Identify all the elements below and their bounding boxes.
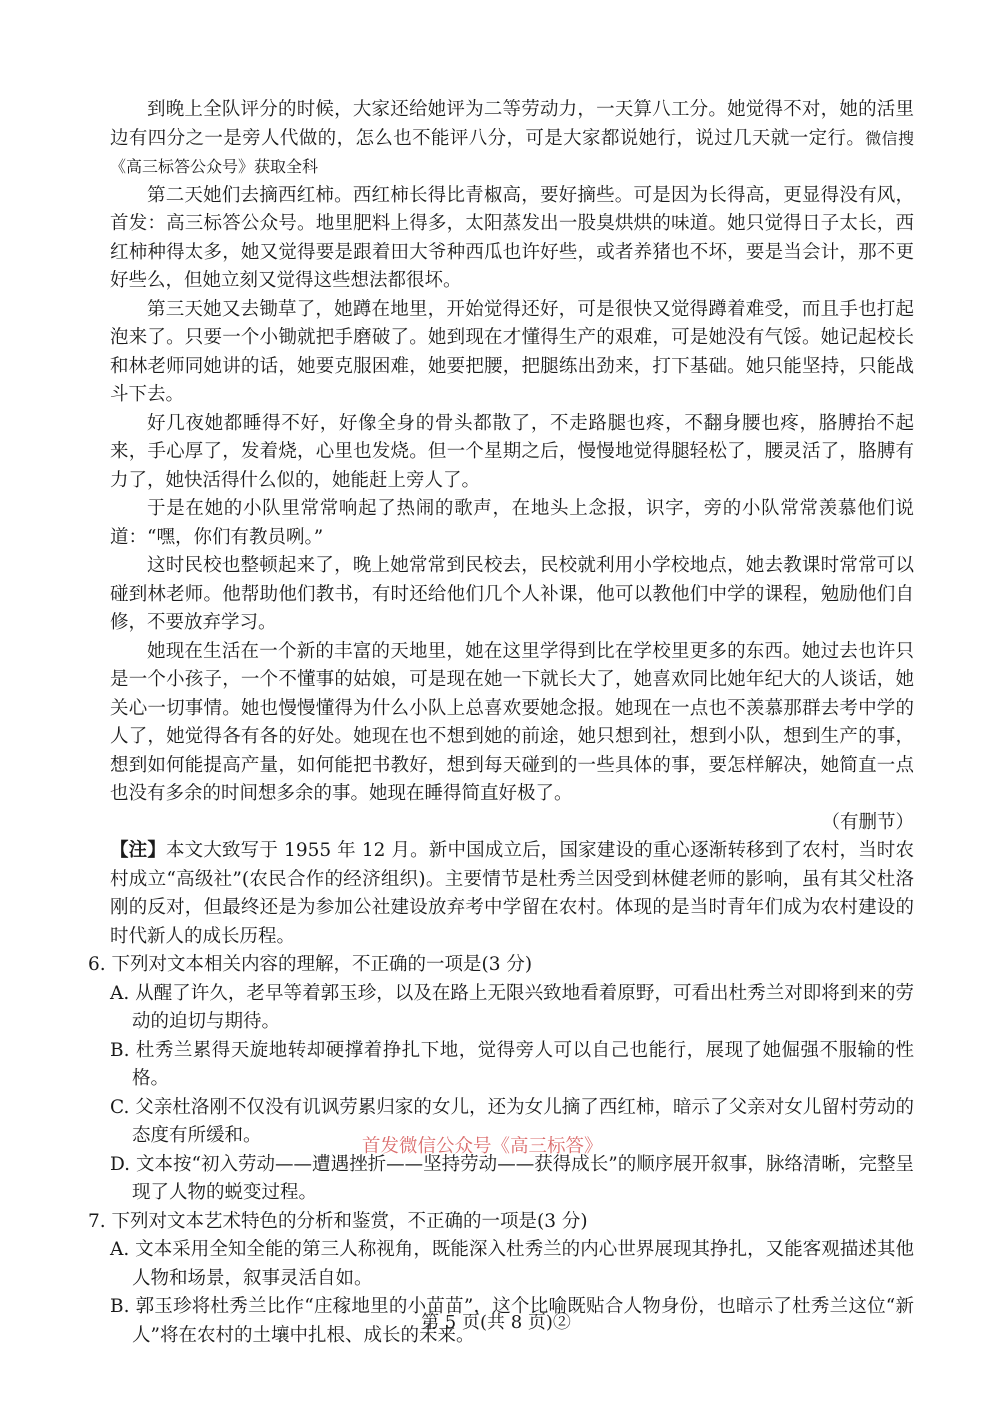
question-6-option-d: D. 文本按“初入劳动——遭遇挫折——坚持劳动——获得成长”的顺序展开叙事，脉络清晰，完整呈现了人物的蜕变过程。 [110, 1153, 914, 1203]
watermark: 首发微信公众号《高三标答》 [362, 1136, 603, 1157]
question-7-option-b: B. 郭玉珍将杜秀兰比作“庄稼地里的小苗苗”，这个比喻既贴合人物身份，也暗示了杜秀兰这位“新人”将在农村的土壤中扎根、成长的未来。 [110, 1296, 914, 1346]
annotation-text: 本文大致写于 1955 年 12 月。新中国成立后，国家建设的重心逐渐转移到了农村，当时农村成立“高级社”(农民合作的经济组织)。主要情节是杜秀兰因受到林健老师的影响，虽有其父杜洛刚的反对，但最终还是为参加公社建设放弃考中学留在农村。体现的是当时青年们成为农村建设的时代新人的成长历程。 [110, 840, 914, 947]
paragraph-6: 这时民校也整顿起来了，晚上她常常到民校去，民校就利用小学校地点，她去教课时常常可以碰到林老师。他帮助他们教书，有时还给他们几个人补课，他可以教他们中学的课程，勉励他们自修，不要放弃学习。 [110, 555, 914, 633]
question-7-title: 7. 下列对文本艺术特色的分析和鉴赏，不正确的一项是(3 分) [88, 1210, 588, 1232]
paragraph-5: 于是在她的小队里常常响起了热闹的歌声，在地头上念报，识字，旁的小队常常羡慕他们说道：“嘿，你们有教员咧。” [110, 498, 914, 548]
paragraph-1 [110, 96, 914, 182]
paragraph-4: 好几夜她都睡得不好，好像全身的骨头都散了，不走路腿也疼，不翻身腰也疼，胳膊抬不起来，手心厚了，发着烧，心里也发烧。但一个星期之后，慢慢地觉得腿轻松了，腰灵活了，胳膊有力了，她快活得什么似的，她能赶上旁人了。 [110, 412, 914, 491]
reading-passage [88, 96, 914, 1350]
paragraph-7: 她现在生活在一个新的丰富的天地里，她在这里学得到比在学校里更多的东西。她过去也许只是一个小孩子，一个不懂事的姑娘，可是现在她一下就长大了，她喜欢同比她年纪大的人谈话，她关心一切事情。她也慢慢懂得为什么小队上总喜欢要她念报。她现在一点也不羡慕那群去考中学的人了，她觉得各有各的好处。她现在也不想到她的前途，她只想到社，想到小队，想到生产的事，想到如何能提高产量，如何能把书教好，想到每天碰到的一些具体的事，要怎样解决，她简直一点也没有多余的时间想多余的事。她现在睡得简直好极了。 [110, 640, 914, 804]
question-6-title: 6. 下列对文本相关内容的理解，不正确的一项是(3 分) [88, 954, 533, 975]
paragraph-2: 第二天她们去摘西红柿。西红柿长得比青椒高，要好摘些。可是因为长得高，更显得没有风，首发：高三标答公众号。地里肥料上得多，太阳蒸发出一股臭烘烘的味道。她只觉得日子太长，西红柿种得太多，她又觉得要是跟着田大爷种西瓜也许好些，或者养猪也不坏，要是当会计，那不更好些么，但她立刻又觉得这些想法都很坏。 [110, 184, 914, 291]
question-6-option-a: A. 从醒了许久，老早等着郭玉珍，以及在路上无限兴致地看着原野，可看出杜秀兰对即将到来的劳动的迫切与期待。 [110, 982, 914, 1032]
question-6 [88, 951, 914, 1208]
abridged-note: （有删节） [821, 811, 914, 833]
question-7-option-a: A. 文本采用全知全能的第三人称视角，既能深入杜秀兰的内心世界展现其挣扎，又能客观描述其他人物和场景，叙事灵活自如。 [110, 1239, 914, 1289]
annotation-label: 【注】 [110, 840, 166, 861]
annotation [110, 837, 914, 951]
question-6-option-c: C. 父亲杜洛刚不仅没有讥讽劳累归家的女儿，还为女儿摘了西红柿，暗示了父亲对女儿留村劳动的态度有所缓和。 [110, 1096, 914, 1146]
paragraph-1-text: 到晚上全队评分的时候，大家还给她评为二等劳动力，一天算八工分。她觉得不对，她的活里边有四分之一是旁人代做的，怎么也不能评八分，可是大家都说她行，说过几天就一定行。 [110, 99, 914, 149]
page-footer: 第 5 页(共 8 页)② [421, 1312, 571, 1333]
question-6-option-b: B. 杜秀兰累得天旋地转却硬撑着挣扎下地，觉得旁人可以自己也能行，展现了她倔强不服输的性格。 [110, 1039, 914, 1089]
paragraph-3: 第三天她又去锄草了，她蹲在地里，开始觉得还好，可是很快又觉得蹲着难受，而且手也打起泡来了。只要一个小锄就把手磨破了。她到现在才懂得生产的艰难，可是她没有气馁。她记起校长和林老师同她讲的话，她要克服困难，她要把腰，把腿练出劲来，打下基础。她只能坚持，只能战斗下去。 [110, 298, 914, 405]
source-note: 微信搜《高三标答公众号》获取全科 [110, 128, 914, 176]
